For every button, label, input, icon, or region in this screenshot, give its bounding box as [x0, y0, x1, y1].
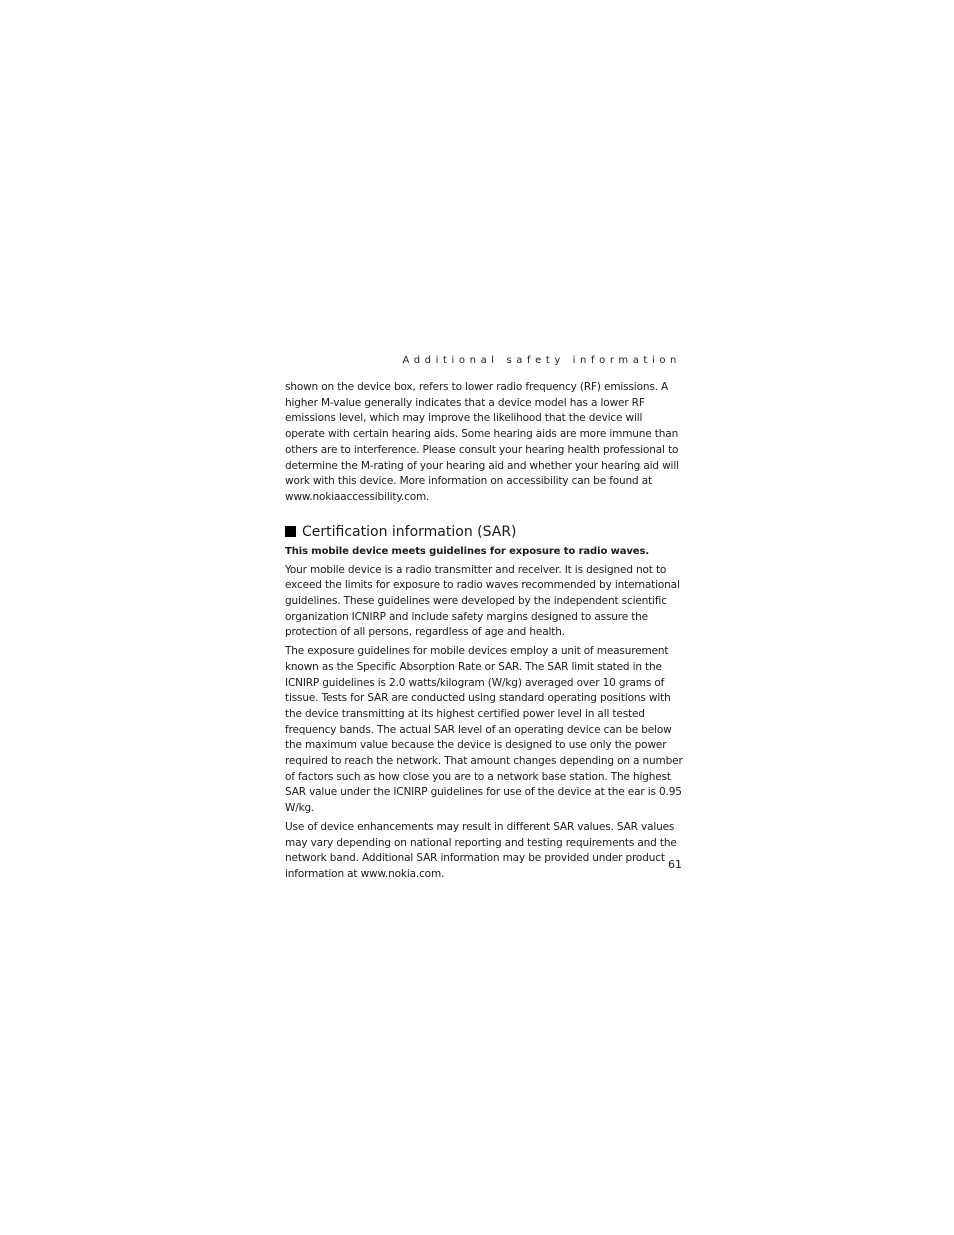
page-number: 61	[668, 858, 682, 871]
section-subtitle: This mobile device meets guidelines for exposure to radio waves.	[285, 545, 650, 557]
section-title: Certification information (SAR)	[302, 523, 517, 540]
section-paragraph: Your mobile device is a radio transmitter and receiver. It is designed not to exceed the limits for exposure to radio waves recommended by international guidelines. These guidelines were developed by the independent scientific organization ICNIRP and include safety margins designed to assure the protection of all persons, regardless of age and health.	[285, 563, 680, 639]
section-paragraph: The exposure guidelines for mobile devices employ a unit of measurement known as the Specific Absorption Rate or SAR. The SAR limit stated in the ICNIRP guidelines is 2.0 watts/kilogram (W/kg) averaged over 10 grams of tissue. Tests for SAR are conducted using standard operating positions with the device transmitting at its highest certified power level in all tested frequency bands. The actual SAR level of an operating device can be below the maximum value because the device is designed to use only the power required to reach the network. That amount changes depending on a number of factors such as how close you are to a network base station. The highest SAR value under the ICNIRP guidelines for use of the device at the ear is 0.95 W/kg.	[285, 645, 683, 815]
section-heading	[285, 523, 685, 541]
section-paragraph: Use of device enhancements may result in different SAR values. SAR values may vary depending on national reporting and testing requirements and the network band. Additional SAR information may be provided under product information at www.nokia.com.	[285, 820, 677, 880]
square-bullet-icon	[285, 526, 296, 537]
running-header: Additional safety information	[402, 355, 681, 366]
intro-paragraph: shown on the device box, refers to lower radio frequency (RF) emissions. A higher M-value generally indicates that a device model has a lower RF emissions level, which may improve the likelihood that the device will operate with certain hearing aids. Some hearing aids are more immune than others are to interference. Please consult your hearing health professional to determine the M-rating of your hearing aid and whether your hearing aid will work with this device. More information on accessibility can be found at www.nokiaaccessibility.com.	[285, 381, 679, 503]
page-content	[285, 380, 685, 883]
